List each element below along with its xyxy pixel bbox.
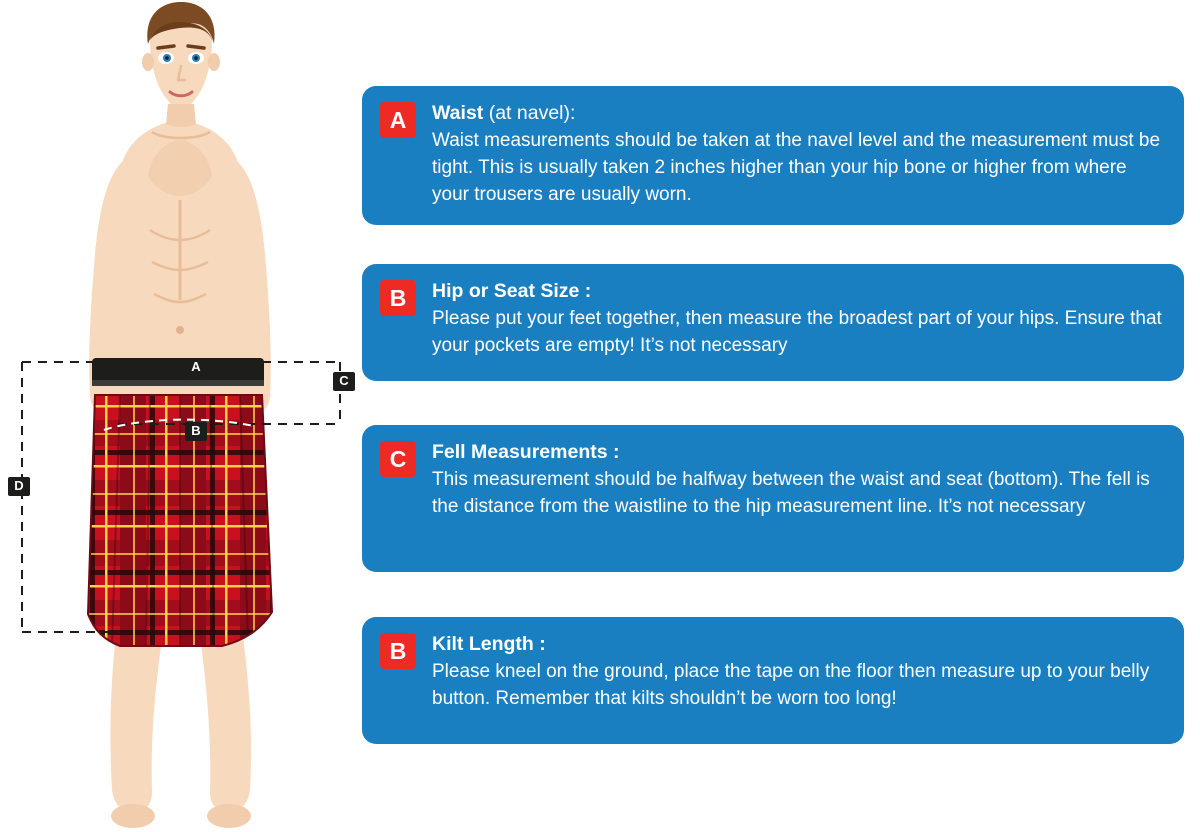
card-title-fell	[432, 439, 1166, 465]
card-title-waist	[432, 100, 1166, 126]
card-title-light-waist: (at navel):	[483, 102, 576, 124]
head	[142, 2, 220, 138]
card-text-kilt-length: Please kneel on the ground, place the tape on the floor then measure up to your belly button. Remember that kilts shouldn’t be worn too long!	[432, 661, 1150, 709]
male-figure-illustration	[0, 0, 360, 832]
card-text-fell: This measurement should be halfway between the waist and seat (bottom). The fell is the distance from the waistline to the hip measurement line. It’s not necessary	[432, 469, 1150, 517]
kilt	[88, 358, 272, 650]
card-body-hip-seat	[432, 278, 1166, 359]
card-waist	[362, 86, 1184, 225]
card-text-hip-seat: Please put your feet together, then measure the broadest part of your hips. Ensure that your pockets are empty! It’s not necessary	[432, 308, 1162, 356]
card-title-bold-fell: Fell Measurements :	[432, 441, 620, 463]
marker-a: A	[185, 358, 207, 377]
card-title-hip-seat	[432, 278, 1166, 304]
card-title-bold-kilt-length: Kilt Length :	[432, 633, 546, 655]
figure-panel	[0, 0, 360, 832]
card-badge-d: B	[380, 633, 416, 669]
marker-d: D	[8, 477, 30, 496]
card-text-waist: Waist measurements should be taken at the navel level and the measurement must be tight. This is usually taken 2 inches higher than your hip bone or higher from where your trousers are usually worn.	[432, 130, 1161, 205]
card-badge-a: A	[380, 102, 416, 138]
card-title-bold-waist: Waist	[432, 102, 484, 124]
card-kilt-length	[362, 617, 1184, 744]
marker-c: C	[333, 372, 355, 391]
card-body-waist	[432, 100, 1166, 208]
card-title-kilt-length	[432, 631, 1166, 657]
card-badge-c: C	[380, 441, 416, 477]
card-fell	[362, 425, 1184, 572]
card-body-kilt-length	[432, 631, 1166, 712]
card-badge-b: B	[380, 280, 416, 316]
marker-b: B	[185, 422, 207, 441]
card-body-fell	[432, 439, 1166, 520]
instruction-cards	[362, 0, 1200, 832]
card-hip-seat	[362, 264, 1184, 381]
card-title-bold-hip-seat: Hip or Seat Size :	[432, 280, 592, 302]
